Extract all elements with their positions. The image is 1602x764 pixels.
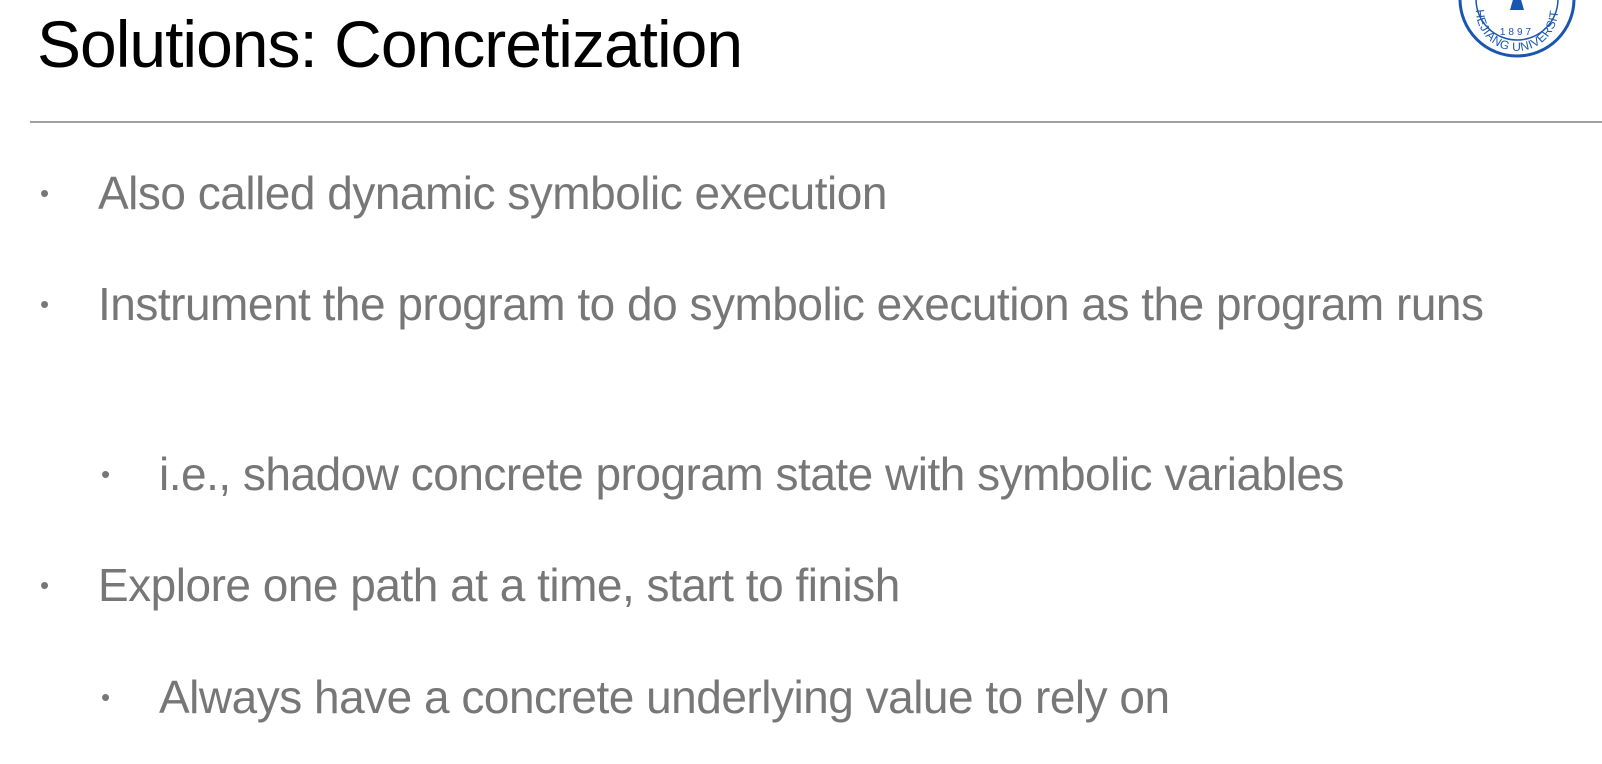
bullet-marker: • [101, 682, 110, 712]
slide-title: Solutions: Concretization [37, 7, 743, 81]
sub-bullet-item [101, 444, 1579, 504]
bullet-marker: • [40, 178, 49, 208]
bullet-text: Instrument the program to do symbolic execution as the program runs [98, 278, 1484, 330]
bullet-item [40, 274, 1578, 334]
seal-emblem-icon [1508, 0, 1526, 10]
title-divider [30, 121, 1602, 123]
university-seal-logo [1458, 0, 1576, 58]
bullet-item [40, 163, 1578, 223]
bullet-marker: • [101, 459, 110, 489]
seal-year: 1897 [1499, 27, 1535, 38]
sub-bullet-item [101, 667, 1579, 727]
bullet-text: Always have a concrete underlying value to rely on [159, 671, 1170, 723]
bullet-marker: • [40, 289, 49, 319]
seal-name: HEJIANG UNIVERSIT [1472, 8, 1562, 55]
bullet-text: Explore one path at a time, start to finish [98, 559, 900, 611]
bullet-item [40, 555, 1578, 615]
bullet-marker: • [40, 570, 49, 600]
bullet-text: i.e., shadow concrete program state with symbolic variables [159, 448, 1344, 500]
bullet-text: Also called dynamic symbolic execution [98, 167, 887, 219]
